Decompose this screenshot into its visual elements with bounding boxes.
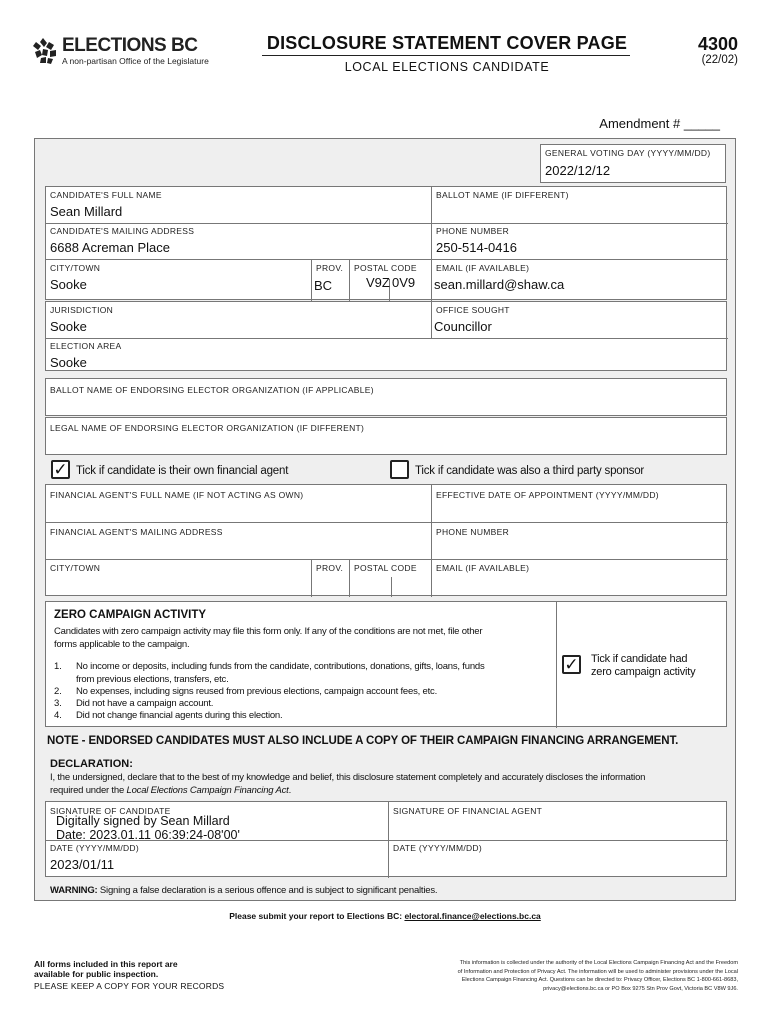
agent-prov-label: PROV. (316, 563, 344, 573)
logo-tagline: A non-partisan Office of the Legislature (62, 56, 209, 66)
email-label: EMAIL (IF AVAILABLE) (436, 263, 530, 273)
zero-item-3-line1: Did not have a campaign account. (76, 698, 214, 709)
voting-day-box[interactable] (540, 144, 726, 183)
own-agent-label: Tick if candidate is their own financial agent (76, 465, 289, 477)
zero-activity-checkbox[interactable]: ✓ (562, 655, 581, 674)
logo (32, 34, 212, 70)
candidate-signature-label: SIGNATURE OF CANDIDATE (50, 806, 171, 816)
third-party-label: Tick if candidate was also a third party sponsor (415, 465, 645, 477)
footer-left-2: available for public inspection. (34, 969, 159, 979)
zero-intro-1: Candidates with zero campaign activity may file this form only. If any of the conditions are not met, file other (54, 626, 483, 637)
zero-item-4-line1: Did not change financial agents during this election. (76, 710, 283, 721)
candidate-info-box (45, 186, 727, 300)
postal-field-second[interactable]: 0V9 (392, 275, 416, 290)
agent-email-label: EMAIL (IF AVAILABLE) (436, 563, 530, 573)
submit-text: Please submit your report to Elections BC: (229, 911, 405, 921)
zero-item-2-num: 2. (54, 686, 62, 697)
candidate-signature-line-1[interactable]: Digitally signed by Sean Millard (56, 814, 230, 828)
agent-city-label: CITY/TOWN (50, 563, 101, 573)
declaration-text-1: I, the undersigned, declare that to the best of my knowledge and belief, this disclosure statement completely and accurately discloses the information (50, 772, 646, 783)
mailing-address-field[interactable]: 6688 Acreman Place (50, 240, 170, 255)
voting-day-value: 2022/12/12 (545, 163, 611, 178)
agent-signature-label: SIGNATURE OF FINANCIAL AGENT (393, 806, 543, 816)
warning-label: WARNING: (50, 885, 98, 896)
declaration-title: DECLARATION: (50, 758, 133, 770)
footer-right-2: of Information and Protection of Privacy Act. The information will be used to administer provisions under the Local (457, 968, 738, 975)
candidate-name-label: CANDIDATE'S FULL NAME (50, 190, 162, 200)
office-field[interactable]: Councillor (434, 319, 492, 334)
declaration-text-2a: required under the (50, 785, 127, 796)
agent-date-label: DATE (YYYY/MM/DD) (393, 843, 482, 853)
declaration-text-2c: . (288, 785, 292, 796)
prov-label: PROV. (316, 263, 344, 273)
signature-box (45, 801, 727, 877)
own-agent-checkbox[interactable]: ✓ (51, 460, 70, 479)
zero-activity-box (45, 601, 727, 727)
ballot-name-label: BALLOT NAME (IF DIFFERENT) (436, 190, 569, 200)
agent-postal-label: POSTAL CODE (354, 563, 417, 573)
email-field[interactable]: sean.millard@shaw.ca (434, 277, 565, 292)
zero-activity-title: ZERO CAMPAIGN ACTIVITY (54, 609, 207, 621)
jurisdiction-box (45, 301, 727, 371)
postal-label: POSTAL CODE (354, 263, 417, 273)
ballot-org-label: BALLOT NAME OF ENDORSING ELECTOR ORGANIZATION (IF APPLICABLE) (50, 385, 374, 395)
zero-item-4-num: 4. (54, 710, 62, 721)
submit-line (0, 911, 770, 921)
footer-left-3: PLEASE KEEP A COPY FOR YOUR RECORDS (34, 981, 225, 991)
zero-item-1-line2: from previous elections, transfers, etc. (76, 674, 229, 685)
city-label: CITY/TOWN (50, 263, 101, 273)
footer-right-1: This information is collected under the authority of the Local Elections Campaign Financing Act and the Freedom (459, 960, 738, 966)
mailing-address-label: CANDIDATE'S MAILING ADDRESS (50, 226, 195, 236)
endorsed-note: NOTE - ENDORSED CANDIDATES MUST ALSO INCLUDE A COPY OF THEIR CAMPAIGN FINANCING ARRANGEMENT. (47, 735, 679, 747)
candidate-date-label: DATE (YYYY/MM/DD) (50, 843, 139, 853)
declaration-text-2 (50, 785, 291, 796)
elections-bc-logo-icon (32, 38, 60, 64)
jurisdiction-label: JURISDICTION (50, 305, 114, 315)
legal-org-label: LEGAL NAME OF ENDORSING ELECTOR ORGANIZATION (IF DIFFERENT) (50, 423, 365, 433)
zero-intro-2: forms applicable to the campaign. (54, 639, 190, 650)
third-party-checkbox[interactable] (390, 460, 409, 479)
footer-privacy (380, 959, 738, 993)
office-label: OFFICE SOUGHT (436, 305, 510, 315)
form-number: 4300 (697, 34, 738, 54)
postal-field-first[interactable]: V9Z (366, 275, 390, 290)
footer-right-3: Elections Campaign Financing Act. Questions can be directed to: Privacy Officer, Elections BC 1-800-661-8683, (461, 977, 738, 984)
election-area-field[interactable]: Sooke (50, 355, 87, 370)
form-version: (22/02) (701, 54, 738, 66)
zero-item-3-num: 3. (54, 698, 62, 709)
agent-phone-label: PHONE NUMBER (436, 527, 510, 537)
title-rule (262, 55, 630, 56)
warning-body: Signing a false declaration is a serious offence and is subject to significant penalties. (97, 885, 438, 896)
warning-text (50, 885, 437, 896)
agent-appointment-label: EFFECTIVE DATE OF APPOINTMENT (YYYY/MM/DD) (436, 490, 659, 500)
city-field[interactable]: Sooke (50, 277, 87, 292)
zero-tick-label-2: zero campaign activity (591, 666, 696, 678)
legal-org-box[interactable] (45, 417, 727, 455)
agent-address-label: FINANCIAL AGENT'S MAILING ADDRESS (50, 527, 223, 537)
zero-tick-label-1: Tick if candidate had (591, 653, 688, 665)
candidate-name-field[interactable]: Sean Millard (50, 204, 123, 219)
phone-field[interactable]: 250-514-0416 (436, 240, 517, 255)
phone-label: PHONE NUMBER (436, 226, 510, 236)
footer-left-1: All forms included in this report are (34, 959, 178, 969)
ballot-org-box[interactable] (45, 378, 727, 416)
submit-email-link[interactable]: electoral.finance@elections.bc.ca (404, 911, 541, 921)
logo-text: ELECTIONS BC (62, 35, 198, 56)
amendment-number: Amendment # _____ (599, 116, 720, 131)
zero-item-1-line1: No income or deposits, including funds from the candidate, contributions, donations, gifts, loans, funds (76, 661, 485, 672)
jurisdiction-field[interactable]: Sooke (50, 319, 87, 334)
page-title: DISCLOSURE STATEMENT COVER PAGE (266, 33, 628, 53)
voting-day-label: GENERAL VOTING DAY (YYYY/MM/DD) (545, 148, 711, 158)
candidate-date-field[interactable]: 2023/01/11 (50, 857, 115, 872)
election-area-label: ELECTION AREA (50, 341, 122, 351)
agent-name-label: FINANCIAL AGENT'S FULL NAME (IF NOT ACTING AS OWN) (50, 490, 304, 500)
footer-right-4: privacy@elections.bc.ca or PO Box 9275 Stn Prov Govt, Victoria BC V8W 9J6. (543, 985, 738, 992)
prov-field[interactable]: BC (314, 278, 333, 293)
candidate-signature-line-2[interactable]: Date: 2023.01.11 06:39:24-08'00' (56, 828, 240, 842)
agent-info-box (45, 484, 727, 596)
zero-item-1-num: 1. (54, 661, 62, 672)
declaration-act-name: Local Elections Campaign Financing Act (126, 785, 289, 796)
zero-item-2-line1: No expenses, including signs reused from previous elections, campaign account fees, etc. (76, 686, 438, 697)
page-subtitle: LOCAL ELECTIONS CANDIDATE (344, 60, 550, 74)
